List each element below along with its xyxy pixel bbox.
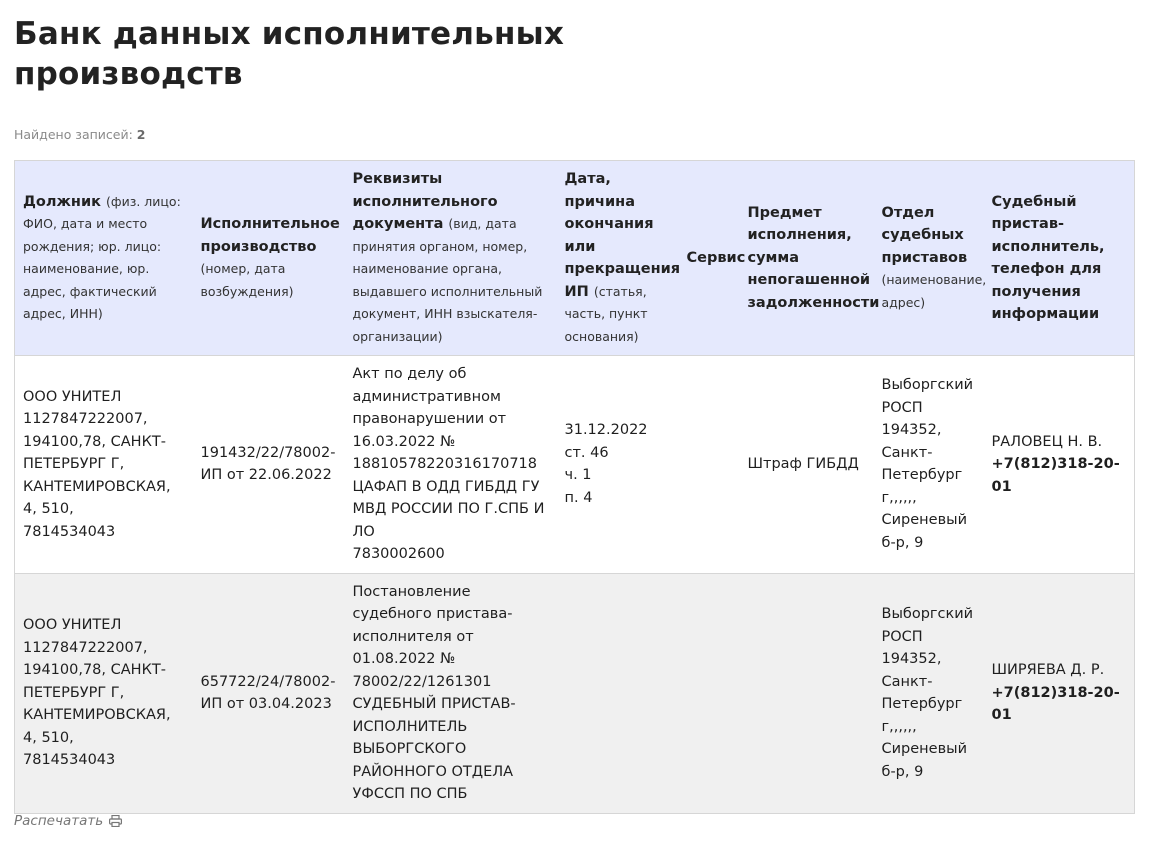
records-found-label: Найдено записей: [14, 127, 133, 142]
page-title: Банк данных исполнительных производств [14, 16, 565, 92]
bailiff-cell [984, 573, 1135, 813]
proceeding-cell: 191432/22/78002-ИП от 22.06.2022 [193, 356, 345, 574]
bailiff-name: ШИРЯЕВА Д. Р. [991, 662, 1105, 679]
table-header-row [15, 161, 1135, 356]
debtor-cell: ООО УНИТЕЛ 1127847222007, 194100,78, САНКТ-ПЕТЕРБУРГ Г, КАНТЕМИРОВСКАЯ, 4, 510, 7814534043 [15, 573, 193, 813]
column-header-service: Сервис [679, 161, 740, 356]
column-header-bailiff: Судебный пристав-исполнитель, телефон для получения информации [984, 161, 1135, 356]
bailiff-cell [984, 356, 1135, 574]
column-header-debtor: Должник (физ. лицо: ФИО, дата и место рождения; юр. лицо: наименование, юр. адрес, фактический адрес, ИНН) [15, 161, 193, 356]
column-header-subject: Предмет исполнения, сумма непогашенной задолженности [740, 161, 874, 356]
document-cell: Постановление судебного пристава-исполнителя от 01.08.2022 № 78002/22/1261301 СУДЕБНЫЙ ПРИСТАВ-ИСПОЛНИТЕЛЬ ВЫБОРГСКОГО РАЙОННОГО ОТДЕЛА УФССП ПО СПБ [345, 573, 557, 813]
print-link[interactable] [14, 813, 122, 829]
records-found-count: 2 [136, 127, 146, 142]
bailiff-name: РАЛОВЕЦ Н. В. [991, 433, 1103, 450]
department-cell: Выборгский РОСП 194352, Санкт-Петербург г,,,,,, Сиреневый б-р, 9 [874, 573, 984, 813]
column-header-department: Отдел судебных приставов (наименование, адрес) [874, 161, 984, 356]
proceeding-cell: 657722/24/78002-ИП от 03.04.2023 [193, 573, 345, 813]
department-cell: Выборгский РОСП 194352, Санкт-Петербург г,,,,,, Сиреневый б-р, 9 [874, 356, 984, 574]
print-label: Распечатать [14, 813, 104, 829]
column-header-document: Реквизиты исполнительного документа (вид, дата принятия органом, номер, наименование органа, выдавшего исполнительный документ, ИНН взыскателя-организации) [345, 161, 557, 356]
subject-cell: Штраф ГИБДД [740, 356, 874, 574]
column-header-proceeding: Исполнительное производство (номер, дата возбуждения) [193, 161, 345, 356]
debtor-cell: ООО УНИТЕЛ 1127847222007, 194100,78, САНКТ-ПЕТЕРБУРГ Г, КАНТЕМИРОВСКАЯ, 4, 510, 7814534043 [15, 356, 193, 574]
results-table [14, 160, 1135, 814]
printer-icon [109, 815, 122, 827]
service-cell [679, 356, 740, 574]
table-row [15, 356, 1135, 574]
document-cell: Акт по делу об административном правонарушении от 16.03.2022 № 18810578220316170718 ЦАФАП В ОДД ГИБДД ГУ МВД РОССИИ ПО Г.СПБ И ЛО 7830002600 [345, 356, 557, 574]
records-found [14, 127, 146, 142]
column-header-end-reason: Дата, причина окончания или прекращения ИП (статья, часть, пункт основания) [557, 161, 679, 356]
bailiff-phone: +7(812)318-20-01 [991, 456, 1120, 495]
end-reason-cell: 31.12.2022 ст. 46 ч. 1 п. 4 [557, 356, 679, 574]
service-cell [679, 573, 740, 813]
bailiff-phone: +7(812)318-20-01 [991, 684, 1120, 724]
subject-cell [740, 573, 874, 813]
table-row [15, 573, 1135, 813]
end-reason-cell [557, 573, 679, 813]
